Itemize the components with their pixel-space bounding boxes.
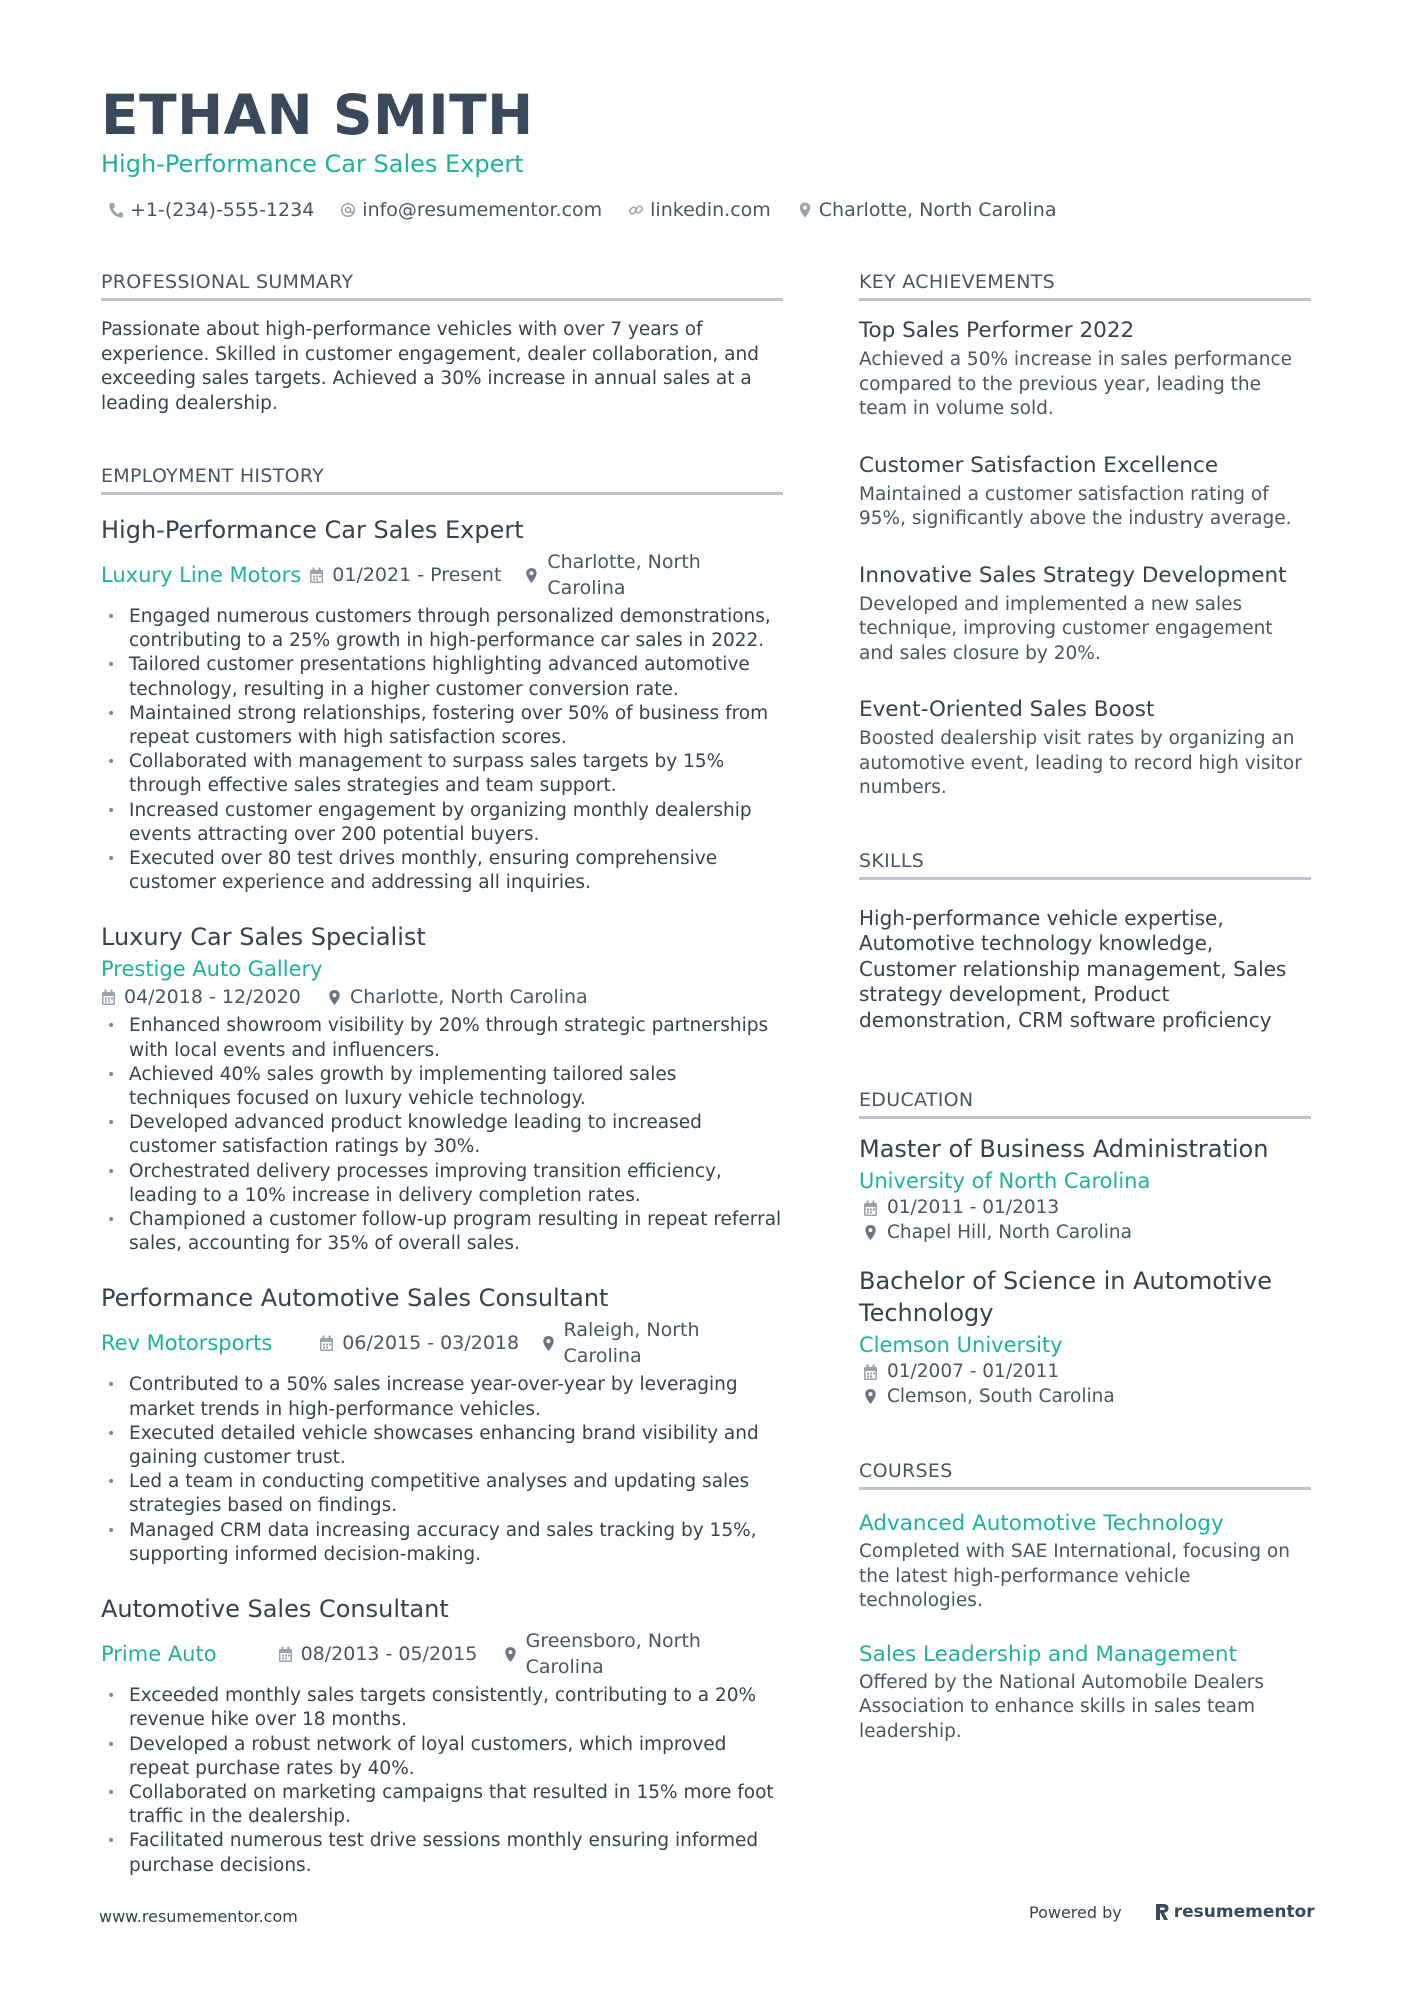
job-bullets — [101, 1014, 783, 1256]
map-pin-icon — [863, 1224, 878, 1241]
map-pin-icon — [327, 989, 342, 1006]
bullet-item: • Developed advanced product knowledge leading to increased customer satisfaction ratings by 30%. — [101, 1111, 783, 1159]
right-column — [859, 270, 1311, 1744]
job-location — [327, 984, 588, 1010]
contact-bar — [108, 199, 1082, 221]
achievement-desc: Boosted dealership visit rates by organizing an automotive event, leading to record high visitor numbers. — [859, 728, 1302, 798]
brand-logo[interactable] — [1154, 1902, 1315, 1922]
course-desc: Completed with SAE International, focusing on the latest high-performance vehicle technologies. — [859, 1541, 1290, 1611]
achievement-title: Event-Oriented Sales Boost — [859, 697, 1155, 722]
location-text: Charlotte, North Carolina — [818, 199, 1057, 221]
bullet-item: • Enhanced showroom visibility by 20% through strategic partnerships with local events and influencers. — [101, 1014, 783, 1062]
bullet-item: • Increased customer engagement by organizing monthly dealership events attracting over 200 potential buyers. — [101, 799, 783, 847]
job-meta — [101, 1628, 783, 1680]
contact-location — [797, 199, 1057, 221]
candidate-name: ETHAN SMITH — [101, 83, 534, 147]
job-title: Performance Automotive Sales Consultant — [101, 1284, 609, 1313]
job-location — [503, 1628, 783, 1680]
education-degree: Bachelor of Science in Automotive Technology — [859, 1267, 1272, 1327]
bullet-item: • Orchestrated delivery processes improving transition efficiency, leading to a 10% increase in delivery completion rates. — [101, 1160, 783, 1208]
achievement-title: Innovative Sales Strategy Development — [859, 562, 1287, 588]
job-dates-text: 01/2021 - Present — [332, 564, 502, 586]
education-location — [859, 1385, 1311, 1410]
job-bullets — [101, 1684, 783, 1878]
left-column — [101, 270, 783, 1878]
job-location — [524, 549, 783, 601]
footer-brand — [1029, 1902, 1315, 1922]
job-title: High-Performance Car Sales Expert — [101, 516, 524, 544]
job-location-text: Charlotte, North Carolina — [350, 986, 588, 1009]
education-degree: Master of Business Administration — [859, 1135, 1269, 1163]
job-meta-second — [101, 984, 783, 1010]
bullet-item: • Managed CRM data increasing accuracy and sales tracking by 15%, supporting informed decision-making. — [101, 1519, 783, 1567]
job-dates — [278, 1641, 503, 1667]
map-pin-icon — [503, 1646, 518, 1663]
job-dates — [101, 984, 327, 1010]
bullet-item: • Maintained strong relationships, fostering over 50% of business from repeat customers with high satisfaction scores. — [101, 702, 783, 750]
section-title-education: EDUCATION — [859, 1088, 1311, 1119]
job-company: Rev Motorsports — [101, 1331, 273, 1356]
job-location — [541, 1317, 783, 1369]
email-text: info@resumementor.com — [362, 199, 603, 221]
phone-icon — [108, 201, 124, 219]
link-icon — [628, 201, 644, 219]
section-title-employment: EMPLOYMENT HISTORY — [101, 464, 783, 495]
linkedin-text: linkedin.com — [650, 199, 771, 221]
map-pin-icon — [541, 1335, 556, 1352]
powered-by-text: Powered by — [1029, 1902, 1122, 1922]
section-title-summary: PROFESSIONAL SUMMARY — [101, 270, 783, 301]
job-dates-text: 06/2015 - 03/2018 — [342, 1332, 520, 1355]
section-title-skills: SKILLS — [859, 849, 1311, 880]
achievement-desc: Achieved a 50% increase in sales performance compared to the previous year, leading the team in volume sold. — [859, 349, 1293, 419]
job-bullets — [101, 605, 783, 895]
job-dates-text: 04/2018 - 12/2020 — [124, 986, 301, 1009]
brand-text: resumementor — [1173, 1902, 1315, 1922]
job-meta — [101, 1317, 783, 1369]
bullet-item: • Executed over 80 test drives monthly, ensuring comprehensive customer experience and addressing all inquiries. — [101, 847, 783, 895]
education-school: Clemson University — [859, 1333, 1063, 1357]
contact-email[interactable] — [340, 199, 602, 221]
education-item — [859, 1133, 1311, 1245]
phone-text: +1-(234)-555-1234 — [130, 199, 315, 221]
bullet-item: • Led a team in conducting competitive analyses and updating sales strategies based on findings. — [101, 1470, 783, 1518]
job-location-text: Charlotte, North Carolina — [547, 551, 701, 599]
bullet-item: • Achieved 40% sales growth by implementing tailored sales techniques focused on luxury vehicle technology. — [101, 1063, 783, 1111]
job-location-text: Greensboro, North Carolina — [525, 1630, 701, 1679]
course-title: Sales Leadership and Management — [859, 1641, 1237, 1667]
bullet-item: • Facilitated numerous test drive sessions monthly ensuring informed purchase decisions. — [101, 1829, 783, 1877]
job-entry — [101, 922, 783, 1256]
job-company: Prime Auto — [101, 1642, 217, 1667]
job-meta — [101, 549, 783, 601]
calendar-icon — [319, 1335, 334, 1352]
education-item — [859, 1265, 1311, 1409]
achievement-item — [859, 562, 1311, 667]
job-bullets — [101, 1373, 783, 1567]
bullet-item: • Developed a robust network of loyal customers, which improved repeat purchase rates by 40%. — [101, 1733, 783, 1781]
section-title-achievements: KEY ACHIEVEMENTS — [859, 270, 1311, 301]
skills-text: High-performance vehicle expertise, Automotive technology knowledge, Customer relationship management, Sales strategy development, Product demonstration, CRM software proficiency — [859, 905, 1287, 1032]
job-dates-text: 08/2013 - 05/2015 — [300, 1643, 478, 1666]
bullet-item: • Exceeded monthly sales targets consistently, contributing to a 20% revenue hike over 18 months. — [101, 1684, 783, 1732]
education-location-text: Chapel Hill, North Carolina — [887, 1221, 1132, 1243]
calendar-icon — [863, 1364, 878, 1381]
contact-phone[interactable] — [108, 199, 314, 221]
course-title: Advanced Automotive Technology — [859, 1511, 1224, 1536]
education-location — [859, 1221, 1311, 1246]
education-school: University of North Carolina — [859, 1169, 1151, 1193]
job-dates — [309, 562, 524, 588]
job-title: Luxury Car Sales Specialist — [101, 923, 426, 952]
course-desc: Offered by the National Automobile Dealers Association to enhance skills in sales team leadership. — [859, 1671, 1264, 1742]
education-dates-text: 01/2007 - 01/2011 — [887, 1361, 1060, 1382]
bullet-item: • Executed detailed vehicle showcases enhancing brand visibility and gaining customer trust. — [101, 1422, 783, 1470]
map-pin-icon — [524, 567, 539, 584]
bullet-item: • Collaborated on marketing campaigns that resulted in 15% more foot traffic in the dealership. — [101, 1781, 783, 1829]
section-title-courses: COURSES — [859, 1459, 1311, 1490]
bullet-item: • Engaged numerous customers through personalized demonstrations, contributing to a 25% growth in high-performance car sales in 2022. — [101, 605, 783, 653]
candidate-role: High-Performance Car Sales Expert — [101, 150, 524, 178]
summary-text: Passionate about high-performance vehicles with over 7 years of experience. Skilled in customer engagement, dealer collaboration, and exceeding sales targets. Achieved a 30% increase in annual sales at a leading dealership. — [101, 319, 759, 414]
bullet-item: • Championed a customer follow-up program resulting in repeat referral sales, accounting for 35% of overall sales. — [101, 1208, 783, 1256]
job-location-text: Raleigh, North Carolina — [563, 1319, 700, 1368]
education-dates — [859, 1196, 1311, 1221]
job-dates — [319, 1330, 540, 1356]
job-entry — [101, 515, 783, 895]
contact-linkedin[interactable] — [628, 199, 771, 221]
achievement-item — [859, 696, 1311, 801]
calendar-icon — [278, 1646, 293, 1663]
bullet-item: • Collaborated with management to surpass sales targets by 15% through effective sales strategies and team support. — [101, 750, 783, 798]
education-dates-text: 01/2011 - 01/2013 — [887, 1197, 1060, 1218]
education-location-text: Clemson, South Carolina — [887, 1385, 1115, 1407]
calendar-icon — [863, 1200, 878, 1217]
job-meta — [101, 956, 783, 982]
calendar-icon — [101, 989, 116, 1006]
education-dates — [859, 1360, 1311, 1385]
bullet-item: • Tailored customer presentations highlighting advanced automotive technology, resulting in a higher customer conversion rate. — [101, 653, 783, 701]
bullet-item: • Contributed to a 50% sales increase year-over-year by leveraging market trends in high-performance vehicles. — [101, 1373, 783, 1421]
achievement-title: Customer Satisfaction Excellence — [859, 452, 1219, 478]
resumementor-logo-icon — [1154, 1902, 1170, 1922]
course-item — [859, 1510, 1311, 1614]
course-item — [859, 1641, 1311, 1745]
job-company: Luxury Line Motors — [101, 563, 302, 587]
footer-website[interactable]: www.resumementor.com — [99, 1907, 298, 1926]
achievement-title: Top Sales Performer 2022 — [859, 318, 1135, 343]
job-entry — [101, 1283, 783, 1567]
map-pin-icon — [797, 201, 813, 219]
job-company: Prestige Auto Gallery — [101, 957, 323, 982]
job-title: Automotive Sales Consultant — [101, 1595, 449, 1624]
achievement-item — [859, 317, 1311, 422]
map-pin-icon — [863, 1388, 878, 1405]
at-icon — [340, 201, 356, 219]
achievement-item — [859, 452, 1311, 532]
achievement-desc: Developed and implemented a new sales technique, improving customer engagement and sales closure by 20%. — [859, 593, 1273, 664]
job-entry — [101, 1594, 783, 1878]
calendar-icon — [309, 567, 324, 584]
achievement-desc: Maintained a customer satisfaction rating of 95%, significantly above the industry average. — [859, 483, 1292, 529]
